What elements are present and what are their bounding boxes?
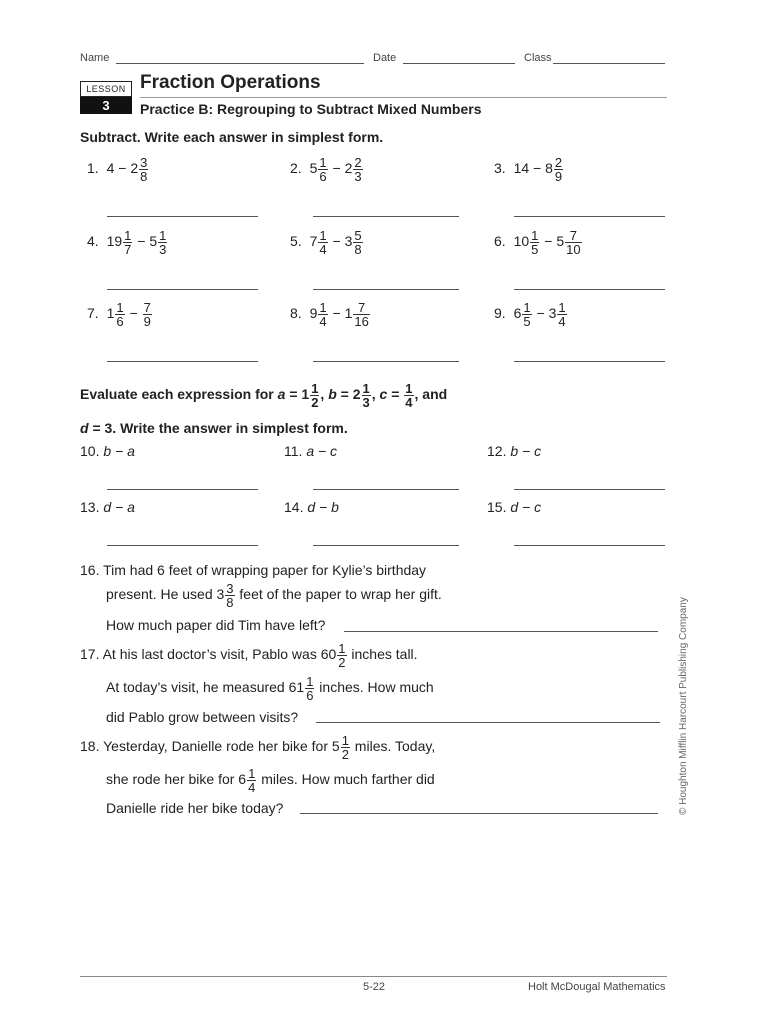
section1-instruction: Subtract. Write each answer in simplest form. (80, 129, 384, 145)
expr-text: , (320, 386, 329, 403)
expr-text: − 3 (532, 305, 557, 322)
fraction (318, 301, 327, 328)
problem-3 (494, 156, 564, 183)
variable: b (328, 386, 337, 403)
numerator: 7 (353, 301, 369, 315)
problem-number: 4. (87, 233, 103, 250)
numerator: 1 (116, 300, 124, 315)
problem-10 (80, 443, 135, 459)
expr-text: she rode her bike for 6 (106, 771, 247, 788)
expr-text: 1 (106, 305, 115, 322)
denominator: 5 (523, 314, 531, 329)
expr-text: 19 (106, 233, 123, 250)
problem-16-question: How much paper did Tim have left? (106, 617, 326, 633)
problem-number: 15. (487, 499, 511, 515)
fraction (353, 229, 362, 256)
problem-number: 10. (80, 443, 104, 459)
variable: a (277, 386, 286, 403)
denominator: 6 (116, 314, 124, 329)
denominator: 4 (248, 780, 256, 795)
numerator: 1 (159, 228, 167, 243)
fraction (353, 301, 369, 328)
page-subtitle: Practice B: Regrouping to Subtract Mixed Numbers (140, 101, 482, 117)
expr-text: 10 (513, 233, 530, 250)
numerator: 1 (558, 300, 566, 315)
class-line[interactable] (553, 63, 665, 64)
problem-7 (87, 301, 153, 328)
expr-text: 7 (309, 233, 318, 250)
answer-line-6[interactable] (514, 289, 665, 290)
denominator: 10 (566, 242, 581, 257)
problem-number: 9. (494, 305, 510, 322)
fraction (557, 301, 566, 328)
problem-number: 6. (494, 233, 510, 250)
problem-1 (87, 156, 149, 183)
expr-text: − 1 (328, 305, 353, 322)
problem-17-line1 (80, 642, 418, 669)
numerator: 2 (354, 155, 362, 170)
numerator: 1 (319, 155, 327, 170)
expr-text: Evaluate each expression for (80, 386, 278, 403)
answer-line-2[interactable] (313, 216, 459, 217)
publisher: Holt McDougal Mathematics (528, 981, 666, 993)
fraction (225, 582, 234, 609)
fraction (530, 229, 539, 256)
expr-text: − 3 (328, 233, 353, 250)
page-number: 5-22 (363, 981, 386, 993)
expr-text: inches. How much (315, 679, 434, 696)
problem-number: 5. (290, 233, 306, 250)
fraction (404, 382, 413, 409)
fraction (318, 156, 327, 183)
fraction (341, 734, 350, 761)
problem-number: 3. (494, 160, 510, 177)
problem-number: 2. (290, 160, 306, 177)
variable: d (80, 420, 89, 436)
fraction (310, 382, 319, 409)
name-label: Name (80, 52, 110, 64)
section2-instruction-line2 (80, 420, 348, 436)
problem-number: 11. (284, 443, 307, 459)
numerator: 1 (362, 381, 370, 396)
expr-text: miles. Today, (350, 738, 436, 755)
expr-text: At today’s visit, he measured 61 (106, 679, 305, 696)
problem-number: 13. (80, 499, 104, 515)
expr-text: 4 − 2 (106, 160, 139, 177)
problem-6 (494, 229, 583, 256)
fraction (353, 156, 362, 183)
numerator: 2 (554, 155, 563, 170)
answer-line-8[interactable] (313, 361, 459, 362)
fraction (337, 642, 346, 669)
denominator: 6 (319, 169, 327, 184)
problem-17-line2 (106, 675, 434, 702)
numerator: 1 (405, 381, 413, 396)
fraction (554, 156, 563, 183)
problem-number: 12. (487, 443, 511, 459)
denominator: 2 (311, 395, 319, 410)
expr-text: − 2 (328, 160, 353, 177)
denominator: 4 (319, 314, 327, 329)
fraction (305, 675, 314, 702)
denominator: 8 (226, 595, 234, 610)
answer-line-9[interactable] (514, 361, 665, 362)
variable: c (379, 386, 388, 403)
answer-line-1[interactable] (107, 216, 258, 217)
expr-text: = 2 (336, 386, 361, 403)
problem-5 (290, 229, 364, 256)
answer-line-4[interactable] (107, 289, 258, 290)
denominator: 9 (143, 314, 151, 329)
expr-text: 9 (309, 305, 318, 322)
denominator: 8 (354, 242, 362, 257)
fraction (143, 301, 152, 328)
problem-9 (494, 301, 568, 328)
answer-line-5[interactable] (313, 289, 459, 290)
answer-line-11[interactable] (313, 489, 459, 490)
expr-text: feet of the paper to wrap her gift. (235, 586, 442, 603)
expr-text: = 1 (285, 386, 310, 403)
denominator: 9 (554, 169, 563, 184)
problem-16-answer-line[interactable] (344, 631, 658, 632)
numerator: 1 (319, 300, 327, 315)
expression: b − c (510, 443, 542, 459)
expr-text: , (371, 386, 380, 403)
problem-number: 8. (290, 305, 306, 322)
numerator: 1 (341, 733, 349, 748)
problem-17-question: did Pablo grow between visits? (106, 709, 299, 725)
problem-2 (290, 156, 364, 183)
problem-16-line1: 16. Tim had 6 feet of wrapping paper for Kylie’s birthday (80, 562, 427, 578)
denominator: 3 (354, 169, 362, 184)
answer-line-3[interactable] (514, 216, 665, 217)
fraction (247, 767, 256, 794)
expression: a − c (306, 443, 338, 459)
numerator: 1 (531, 228, 539, 243)
denominator: 2 (338, 655, 346, 670)
expr-text: 6 (513, 305, 522, 322)
problem-14 (284, 499, 339, 515)
expr-text: present. He used 3 (106, 586, 225, 603)
denominator: 3 (159, 242, 167, 257)
denominator: 8 (140, 169, 148, 184)
title-divider (140, 97, 667, 98)
denominator: 4 (319, 242, 327, 257)
copyright-text: © Houghton Mifflin Harcourt Publishing Company (678, 597, 689, 815)
name-line[interactable] (116, 63, 364, 64)
answer-line-7[interactable] (107, 361, 258, 362)
expr-text: 18. Yesterday, Danielle rode her bike for 5 (80, 738, 340, 755)
expr-text: − (125, 305, 142, 322)
section2-instruction-line1 (80, 382, 447, 409)
fraction (158, 229, 167, 256)
numerator: 1 (311, 381, 319, 396)
denominator: 3 (362, 395, 370, 410)
answer-line-14[interactable] (313, 545, 459, 546)
fraction (565, 229, 581, 256)
problem-number: 14. (284, 499, 308, 515)
numerator: 1 (523, 300, 531, 315)
numerator: 3 (226, 581, 234, 596)
denominator: 6 (306, 688, 314, 703)
numerator: 5 (354, 228, 362, 243)
denominator: 16 (354, 314, 369, 329)
expression: d − b (307, 499, 339, 515)
problem-18-answer-line[interactable] (300, 813, 658, 814)
expression: d − a (103, 499, 135, 515)
denominator: 4 (405, 395, 413, 410)
numerator: 1 (319, 228, 327, 243)
expr-text: = (387, 386, 404, 403)
problem-15 (487, 499, 541, 515)
problem-number: 1. (87, 160, 103, 177)
numerator: 1 (338, 641, 346, 656)
date-line[interactable] (403, 63, 515, 64)
expr-text: 14 − 8 (513, 160, 553, 177)
footer-divider (80, 976, 667, 977)
fraction (115, 301, 124, 328)
answer-line-15[interactable] (514, 545, 665, 546)
page-title: Fraction Operations (140, 72, 321, 93)
problem-number: 7. (87, 305, 103, 322)
denominator: 2 (341, 747, 349, 762)
expr-text: − 5 (540, 233, 565, 250)
problem-13 (80, 499, 135, 515)
fraction (123, 229, 132, 256)
lesson-label: LESSON (80, 81, 132, 97)
numerator: 1 (248, 766, 256, 781)
problem-17-answer-line[interactable] (316, 722, 660, 723)
numerator: 1 (306, 674, 314, 689)
expression: d − c (510, 499, 542, 515)
problem-18-line1 (80, 734, 435, 761)
numerator: 7 (565, 229, 581, 243)
expr-text: , and (414, 386, 448, 403)
problem-12 (487, 443, 541, 459)
expr-text: miles. How much farther did (257, 771, 435, 788)
answer-line-10[interactable] (107, 489, 258, 490)
fraction (362, 382, 371, 409)
problem-18-line2 (106, 767, 435, 794)
problem-16-line2 (106, 582, 442, 609)
fraction (139, 156, 148, 183)
expression: b − a (103, 443, 135, 459)
denominator: 7 (124, 242, 132, 257)
fraction (318, 229, 327, 256)
numerator: 3 (140, 155, 148, 170)
denominator: 4 (558, 314, 566, 329)
denominator: 5 (531, 242, 539, 257)
expr-text: − 5 (133, 233, 158, 250)
problem-4 (87, 229, 168, 256)
problem-18-question: Danielle ride her bike today? (106, 800, 284, 816)
copyright-side (678, 597, 692, 815)
answer-line-13[interactable] (107, 545, 258, 546)
fraction (522, 301, 531, 328)
numerator: 1 (124, 228, 132, 243)
problem-11 (284, 443, 337, 459)
numerator: 7 (143, 300, 151, 315)
expr-text: = 3. Write the answer in simplest form. (88, 420, 348, 436)
lesson-number: 3 (80, 97, 132, 114)
answer-line-12[interactable] (514, 489, 665, 490)
class-label: Class (524, 52, 552, 64)
expr-text: inches tall. (347, 646, 418, 663)
expr-text: 5 (309, 160, 318, 177)
date-label: Date (373, 52, 397, 64)
expr-text: 17. At his last doctor’s visit, Pablo was 60 (80, 646, 337, 663)
problem-8 (290, 301, 371, 328)
